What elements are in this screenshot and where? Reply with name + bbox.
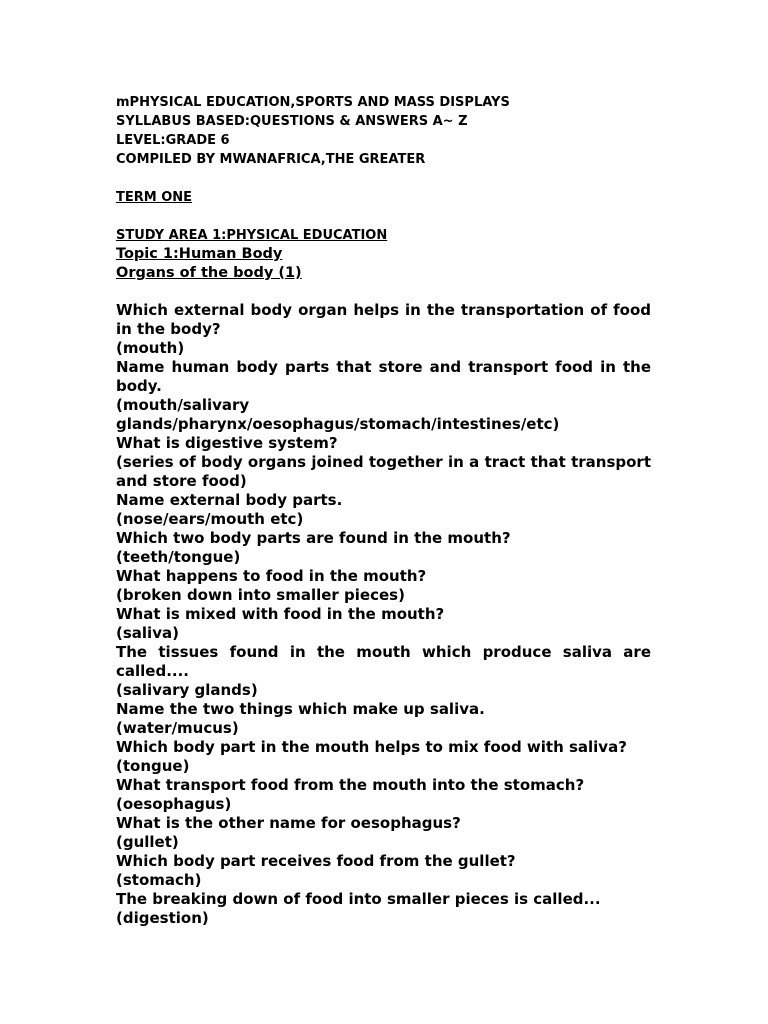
- question: Name the two things which make up saliva.: [116, 700, 485, 718]
- spacer: [116, 169, 651, 188]
- question: What is digestive system?: [116, 434, 338, 452]
- answer: (stomach): [116, 871, 202, 889]
- question: The tissues found in the mouth which produce saliva are called....: [116, 643, 651, 680]
- answer: (mouth): [116, 339, 185, 357]
- answer: (broken down into smaller pieces): [116, 586, 405, 604]
- question: What is mixed with food in the mouth?: [116, 605, 445, 623]
- question: What happens to food in the mouth?: [116, 567, 427, 585]
- answer: (digestion): [116, 909, 209, 927]
- qa-list: [116, 301, 651, 928]
- header-author: COMPILED BY MWANAFRICA,THE GREATER: [116, 152, 426, 167]
- header-subtitle: SYLLABUS BASED:QUESTIONS & ANSWERS A~ Z: [116, 114, 468, 129]
- answer: (teeth/tongue): [116, 548, 241, 566]
- document-page: [116, 93, 651, 928]
- answer: (salivary glands): [116, 681, 258, 699]
- subtopic-heading: Organs of the body (1): [116, 265, 302, 281]
- answer: (gullet): [116, 833, 179, 851]
- answer: (nose/ears/mouth etc): [116, 510, 304, 528]
- header-level: LEVEL:GRADE 6: [116, 133, 230, 148]
- question: What is the other name for oesophagus?: [116, 814, 461, 832]
- answer: (oesophagus): [116, 795, 232, 813]
- question: Which body part receives food from the gullet?: [116, 852, 516, 870]
- answer: (tongue): [116, 757, 190, 775]
- question: Name external body parts.: [116, 491, 343, 509]
- term-heading: TERM ONE: [116, 190, 193, 205]
- answer: (mouth/salivary glands/pharynx/oesophagus/stomach/intestines/etc): [116, 396, 560, 433]
- spacer: [116, 283, 651, 301]
- answer: (saliva): [116, 624, 179, 642]
- topic-heading: Topic 1:Human Body: [116, 246, 283, 262]
- question: Which body part in the mouth helps to mix food with saliva?: [116, 738, 627, 756]
- answer: (series of body organs joined together in a tract that transport and store food): [116, 453, 651, 490]
- question: What transport food from the mouth into the stomach?: [116, 776, 585, 794]
- question: Which external body organ helps in the transportation of food in the body?: [116, 301, 651, 338]
- answer: (water/mucus): [116, 719, 239, 737]
- spacer: [116, 207, 651, 226]
- header-title: mPHYSICAL EDUCATION,SPORTS AND MASS DISPLAYS: [116, 95, 510, 110]
- study-area-heading: STUDY AREA 1:PHYSICAL EDUCATION: [116, 228, 388, 243]
- question: The breaking down of food into smaller pieces is called...: [116, 890, 601, 908]
- question: Name human body parts that store and transport food in the body.: [116, 358, 651, 395]
- question: Which two body parts are found in the mouth?: [116, 529, 511, 547]
